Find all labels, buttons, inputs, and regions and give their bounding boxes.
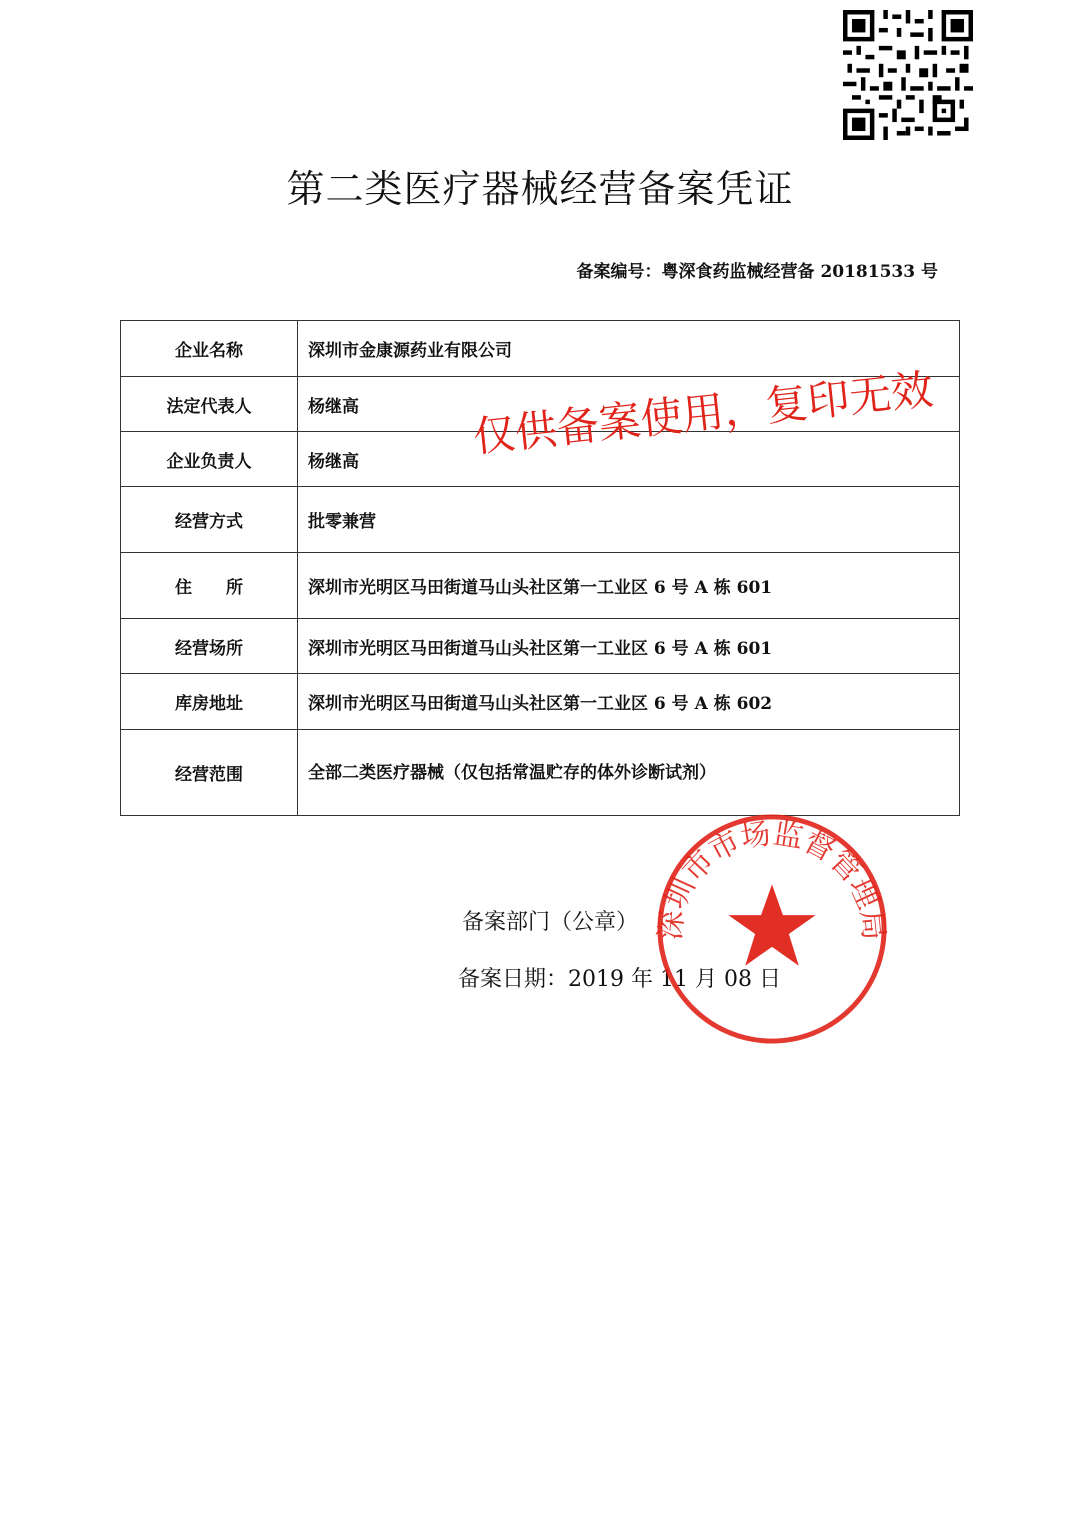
row-label: 法定代表人 [121,377,298,432]
row-label: 企业名称 [121,321,298,377]
table-row [121,730,960,816]
document-title: 第二类医疗器械经营备案凭证 [286,167,794,211]
row-value: 批零兼营 [298,487,960,553]
row-label: 经营方式 [121,487,298,553]
svg-text:深圳市市场监督管理局: 深圳市市场监督管理局 [653,816,891,942]
official-seal-icon [653,810,891,1048]
row-value: 深圳市光明区马田街道马山头社区第一工业区 6 号 A 栋 602 [298,674,960,730]
row-label: 经营场所 [121,619,298,674]
row-label: 住 所 [121,553,298,619]
row-label: 企业负责人 [121,432,298,487]
qr-code-icon [843,10,973,140]
row-value: 深圳市光明区马田街道马山头社区第一工业区 6 号 A 栋 601 [298,619,960,674]
row-value: 深圳市光明区马田街道马山头社区第一工业区 6 号 A 栋 601 [298,553,960,619]
filing-date: 备案日期：2019 年 11 月 08 日 [458,967,781,992]
watermark-text: 仅供备案使用，复印无效 [470,364,936,462]
table-row [121,619,960,674]
row-value: 杨继高 [298,377,960,432]
row-value: 杨继高 [298,432,960,487]
row-label: 经营范围 [121,730,298,816]
table-row [121,487,960,553]
record-number: 备案编号：粤深食药监械经营备 20181533 号 [576,262,938,282]
table-row [121,674,960,730]
table-row [121,553,960,619]
row-value: 全部二类医疗器械（仅包括常温贮存的体外诊断试剂） [298,730,960,816]
filing-department: 备案部门（公章） [462,910,639,935]
row-label: 库房地址 [121,674,298,730]
row-value: 深圳市金康源药业有限公司 [298,321,960,377]
